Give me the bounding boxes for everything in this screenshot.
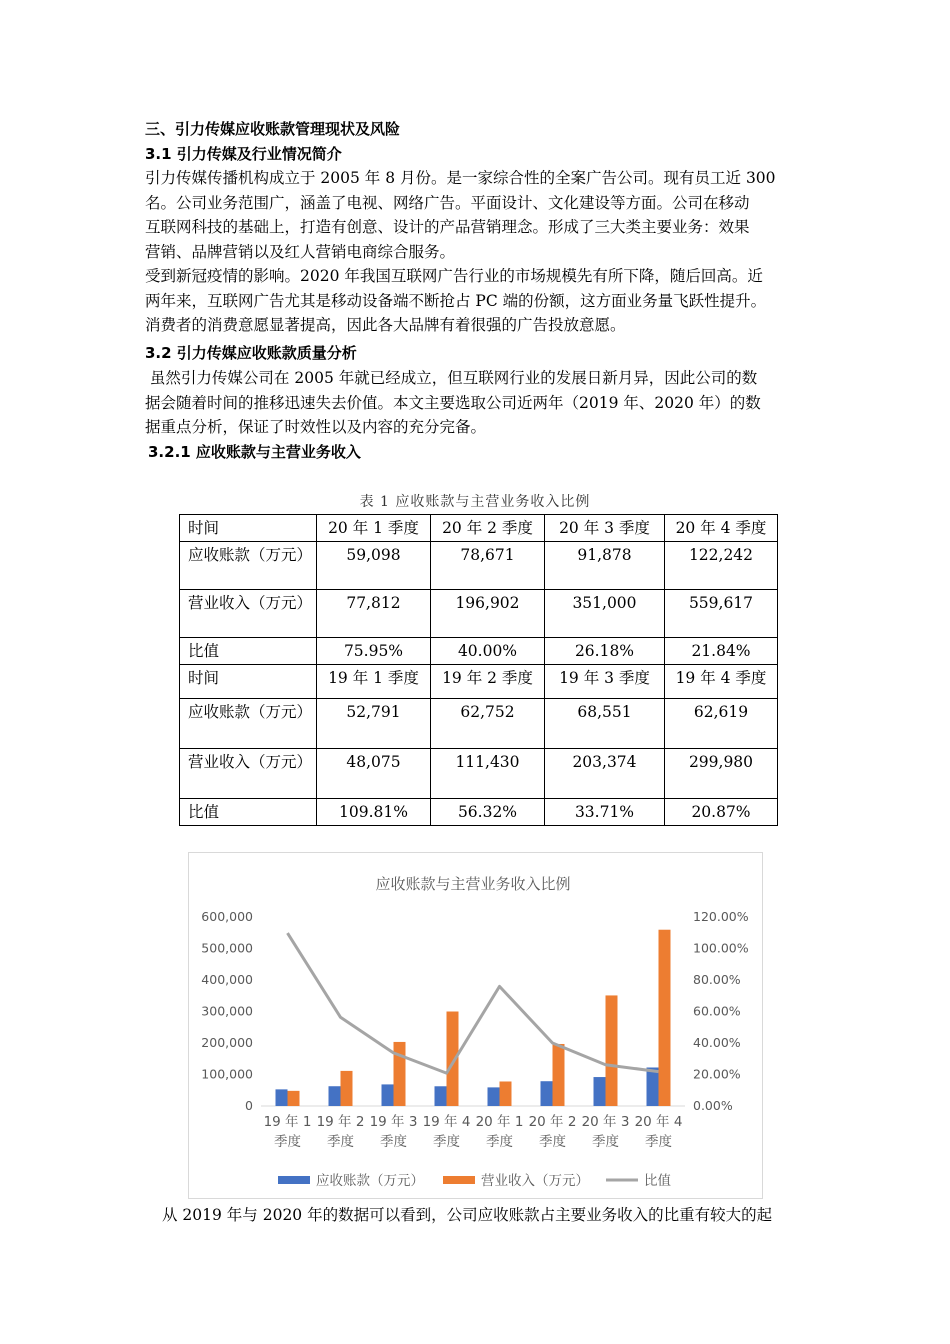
table-row	[180, 542, 778, 590]
table-cell: 196,902	[431, 590, 545, 638]
table-cell: 33.71%	[545, 799, 665, 826]
table-row	[180, 665, 778, 699]
table-cell: 19 年 4 季度	[665, 665, 778, 699]
y-right-tick-label: 0.00%	[693, 1098, 733, 1113]
bar-receivables	[276, 1089, 288, 1106]
data-table	[179, 514, 778, 826]
text-line: 消费者的消费意愿显著提高，因此各大品牌有着很强的广告投放意愿。	[145, 316, 626, 334]
x-tick-label: 季度	[539, 1134, 566, 1150]
x-tick-label: 19 年 2	[316, 1114, 365, 1130]
table-cell: 26.18%	[545, 638, 665, 665]
table-cell: 62,619	[665, 699, 778, 749]
legend-label: 比值	[644, 1173, 671, 1189]
table-cell: 40.00%	[431, 638, 545, 665]
row-label: 比值	[180, 799, 317, 826]
bar-revenue	[606, 995, 618, 1106]
bar-receivables	[488, 1087, 500, 1106]
bar-revenue	[659, 930, 671, 1106]
y-right-tick-label: 120.00%	[693, 909, 749, 924]
bar-receivables	[594, 1077, 606, 1106]
y-right-tick-label: 40.00%	[693, 1035, 741, 1050]
text-line: 引力传媒传播机构成立于 2005 年 8 月份。是一家综合性的全案广告公司。现有员工近 300	[145, 169, 776, 187]
legend-label: 营业收入（万元）	[481, 1173, 589, 1189]
y-left-tick-label: 500,000	[201, 940, 253, 956]
text-line: 受到新冠疫情的影响。2020 年我国互联网广告行业的市场规模先有所下降，随后回高。近	[145, 267, 763, 285]
legend-swatch	[443, 1176, 475, 1184]
table-cell: 19 年 2 季度	[431, 665, 545, 699]
table-cell: 20 年 1 季度	[317, 515, 431, 542]
subsubsection-heading: 3.2.1 应收账款与主营业务收入	[148, 443, 361, 461]
y-left-tick-label: 400,000	[201, 972, 253, 987]
chart	[188, 852, 763, 1199]
table-row	[180, 749, 778, 799]
x-tick-label: 季度	[433, 1134, 460, 1150]
x-tick-label: 19 年 4	[422, 1114, 471, 1130]
table-cell: 78,671	[431, 542, 545, 590]
paragraph-intro	[145, 166, 815, 338]
text-line: 虽然引力传媒公司在 2005 年就已经成立，但互联网行业的发展日新月异，因此公司的数	[145, 369, 758, 387]
text-line: 两年来，互联网广告尤其是移动设备端不断抢占 PC 端的份额，这方面业务量飞跃性提升。	[145, 291, 767, 310]
table-row	[180, 515, 778, 542]
subsection-heading: 3.2 引力传媒应收账款质量分析	[145, 344, 357, 362]
row-label: 应收账款（万元）	[180, 699, 317, 749]
x-tick-label: 季度	[327, 1134, 354, 1150]
table-cell: 20 年 3 季度	[545, 515, 665, 542]
y-right-tick-label: 60.00%	[693, 1003, 741, 1019]
subsection-heading: 3.1 引力传媒及行业情况简介	[145, 145, 342, 163]
text-line: 营销、品牌营销以及红人营销电商综合服务。	[145, 242, 456, 261]
x-tick-label: 季度	[645, 1134, 672, 1150]
row-label: 比值	[180, 638, 317, 665]
text-line: 互联网科技的基础上，打造有创意、设计的产品营销理念。形成了三大类主要业务：效果	[145, 218, 750, 236]
table-cell: 19 年 1 季度	[317, 665, 431, 699]
bar-receivables	[647, 1067, 659, 1106]
y-left-tick-label: 100,000	[201, 1066, 253, 1082]
row-label: 应收账款（万元）	[180, 542, 317, 590]
table-cell: 75.95%	[317, 638, 431, 665]
x-tick-label: 季度	[486, 1134, 513, 1150]
table-cell: 68,551	[545, 699, 665, 749]
bar-revenue	[394, 1042, 406, 1106]
y-left-tick-label: 0	[245, 1098, 253, 1113]
bar-revenue	[288, 1091, 300, 1106]
ratio-line	[288, 933, 659, 1073]
table-cell: 52,791	[317, 699, 431, 749]
y-right-tick-label: 100.00%	[693, 940, 749, 956]
x-tick-label: 19 年 1	[263, 1114, 312, 1130]
bar-revenue	[500, 1081, 512, 1106]
section-heading: 三、引力传媒应收账款管理现状及风险	[145, 120, 401, 138]
table-cell: 91,878	[545, 542, 665, 590]
bar-receivables	[435, 1086, 447, 1106]
row-label: 营业收入（万元）	[180, 749, 317, 799]
text-line: 名。公司业务范围广，涵盖了电视、网络广告。平面设计、文化建设等方面。公司在移动	[145, 193, 750, 212]
table-cell: 20 年 2 季度	[431, 515, 545, 542]
bar-revenue	[553, 1044, 565, 1106]
table-cell: 77,812	[317, 590, 431, 638]
table-cell: 21.84%	[665, 638, 778, 665]
y-left-tick-label: 600,000	[201, 909, 253, 924]
table-cell: 20.87%	[665, 799, 778, 826]
chart-svg	[189, 853, 762, 1198]
paragraph-analysis	[145, 366, 815, 440]
x-tick-label: 19 年 3	[369, 1114, 418, 1130]
x-tick-label: 20 年 4	[634, 1114, 683, 1130]
table-row	[180, 638, 778, 665]
footer-paragraph: 从 2019 年与 2020 年的数据可以看到，公司应收账款占主要业务收入的比重有较大的起	[162, 1206, 773, 1224]
row-label: 营业收入（万元）	[180, 590, 317, 638]
table-cell: 20 年 4 季度	[665, 515, 778, 542]
table-cell: 559,617	[665, 590, 778, 638]
text-line: 据会随着时间的推移迅速失去价值。本文主要选取公司近两年（2019 年、2020 年）的数	[145, 393, 761, 412]
y-right-tick-label: 20.00%	[693, 1066, 741, 1082]
y-right-tick-label: 80.00%	[693, 972, 741, 987]
table-cell: 62,752	[431, 699, 545, 749]
x-tick-label: 季度	[380, 1134, 407, 1150]
table-cell: 59,098	[317, 542, 431, 590]
table-row	[180, 699, 778, 749]
table-cell: 109.81%	[317, 799, 431, 826]
table-cell: 111,430	[431, 749, 545, 799]
chart-title: 应收账款与主营业务收入比例	[375, 875, 571, 893]
x-tick-label: 20 年 3	[581, 1114, 630, 1130]
table-cell: 351,000	[545, 590, 665, 638]
table-caption: 表 1 应收账款与主营业务收入比例	[359, 494, 591, 510]
table-cell: 203,374	[545, 749, 665, 799]
table-row	[180, 590, 778, 638]
text-line: 据重点分析，保证了时效性以及内容的充分完备。	[145, 418, 487, 436]
x-tick-label: 季度	[274, 1134, 301, 1150]
y-left-tick-label: 200,000	[201, 1035, 253, 1050]
legend-swatch	[278, 1176, 310, 1184]
legend-label: 应收账款（万元）	[316, 1173, 424, 1189]
table-cell: 56.32%	[431, 799, 545, 826]
y-left-tick-label: 300,000	[201, 1003, 253, 1019]
table-row	[180, 799, 778, 826]
table-cell: 122,242	[665, 542, 778, 590]
bar-revenue	[341, 1071, 353, 1106]
x-tick-label: 20 年 2	[528, 1114, 577, 1130]
x-tick-label: 季度	[592, 1134, 619, 1150]
table-cell: 48,075	[317, 749, 431, 799]
x-tick-label: 20 年 1	[475, 1114, 524, 1130]
bar-receivables	[382, 1084, 394, 1106]
bar-receivables	[329, 1086, 341, 1106]
bar-receivables	[541, 1081, 553, 1106]
table-cell: 299,980	[665, 749, 778, 799]
row-label: 时间	[180, 665, 317, 699]
table-cell: 19 年 3 季度	[545, 665, 665, 699]
row-label: 时间	[180, 515, 317, 542]
